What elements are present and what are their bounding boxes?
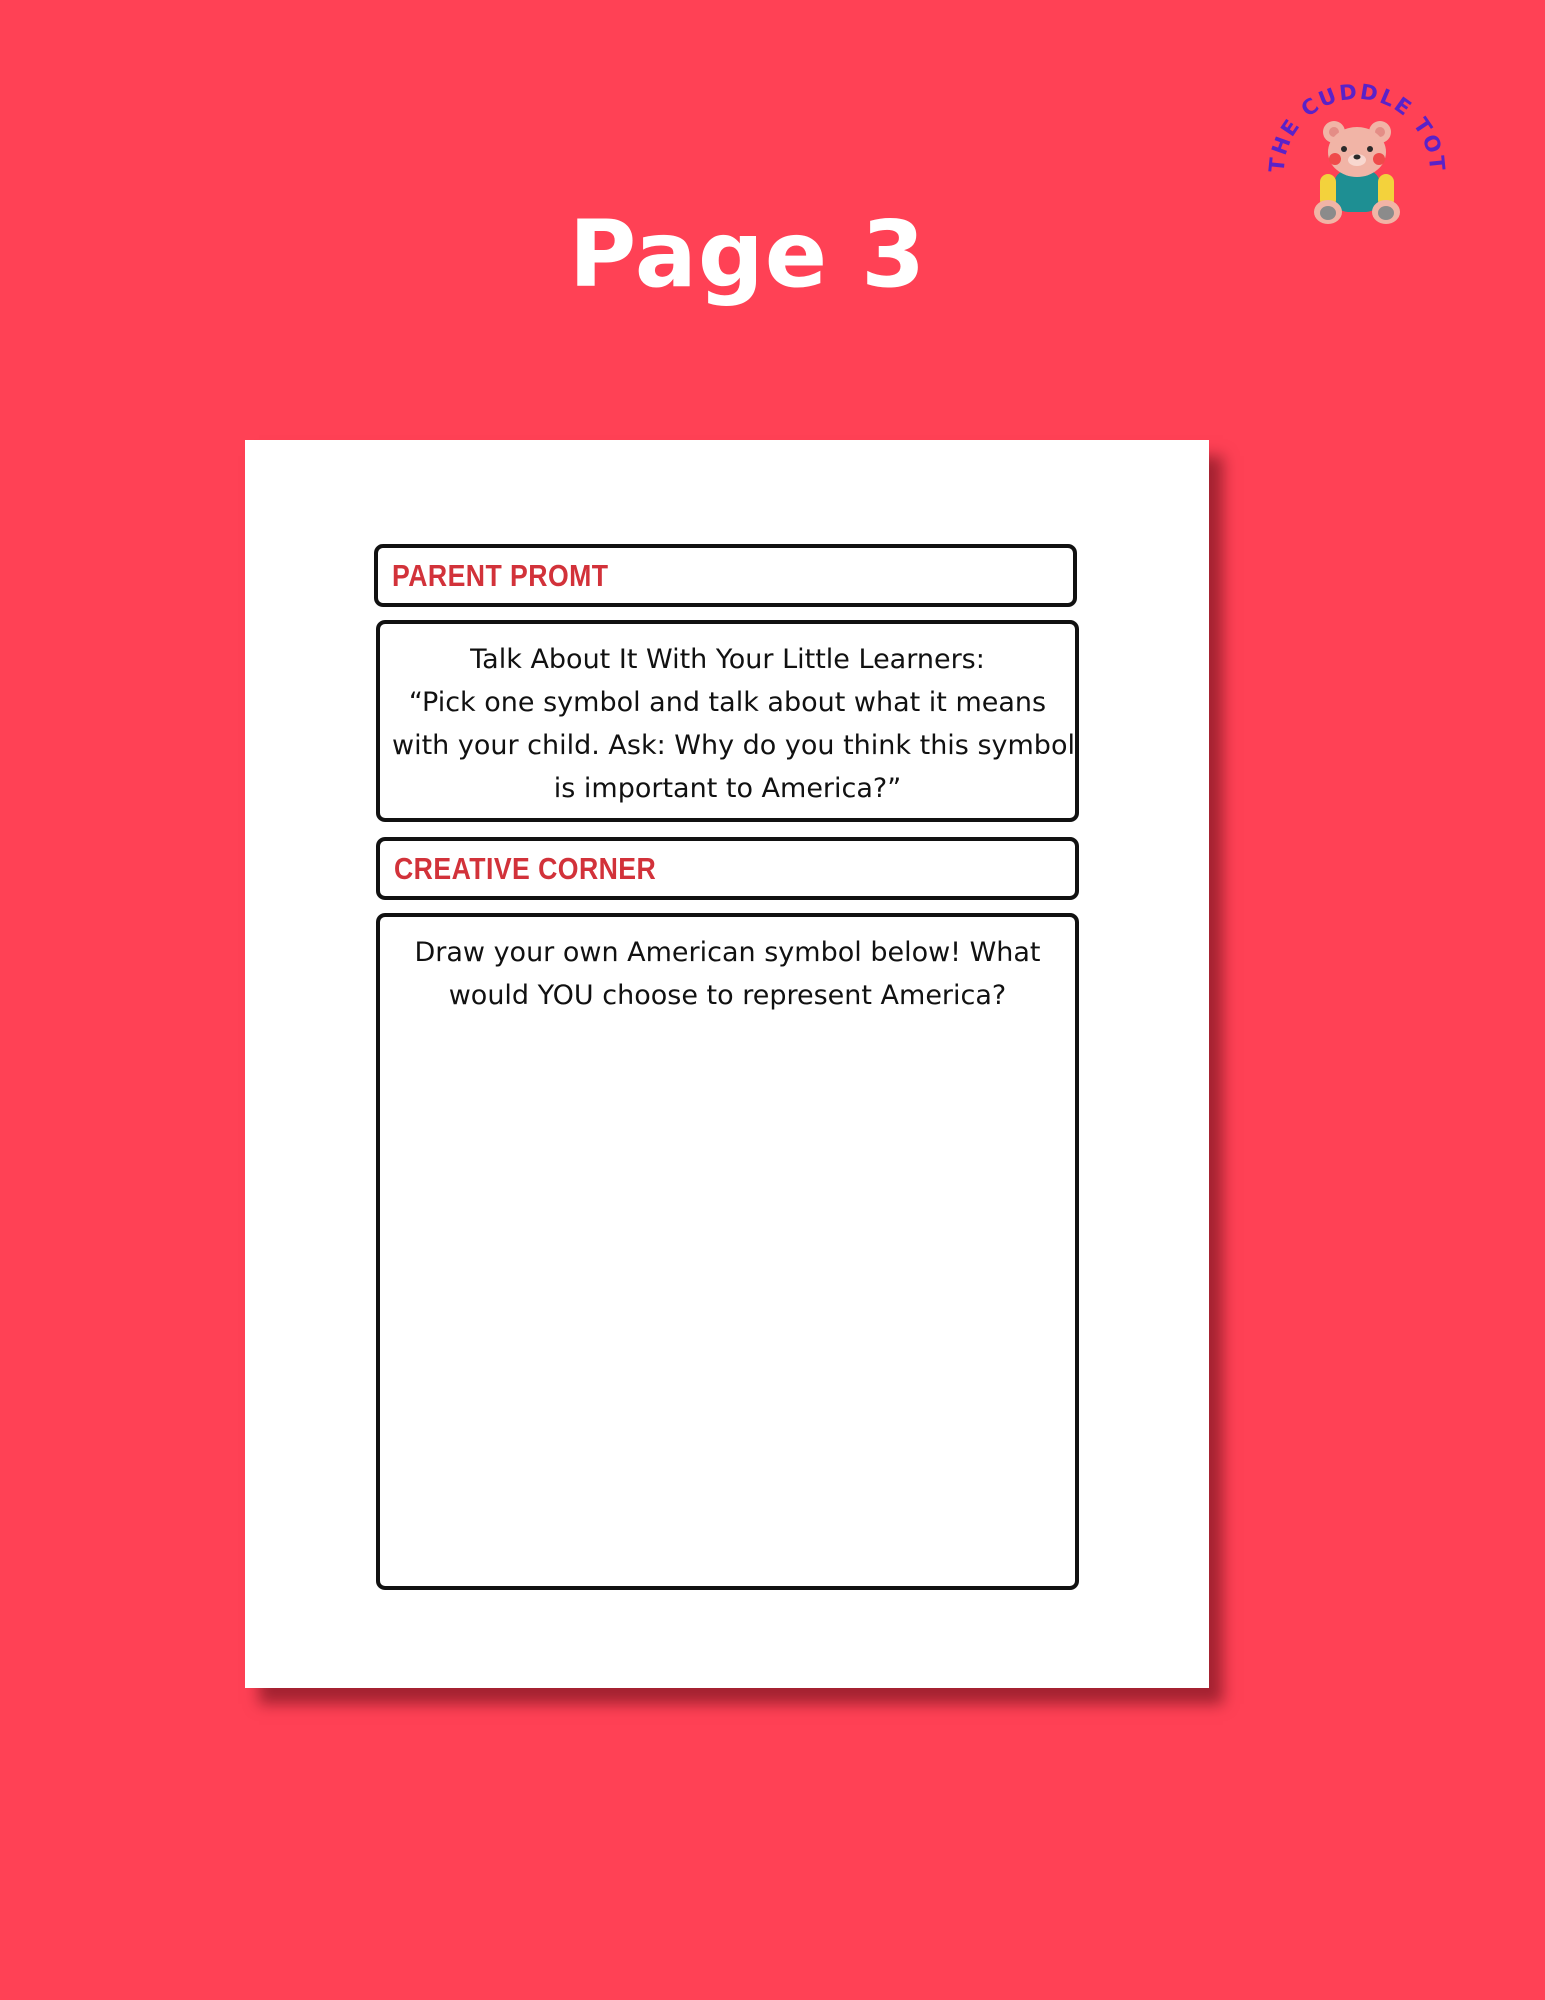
parent-prompt-body-box <box>376 620 1079 822</box>
creative-corner-heading: CREATIVE CORNER <box>394 851 657 886</box>
parent-prompt-header-box <box>374 544 1077 607</box>
creative-corner-header-box <box>376 837 1079 900</box>
brand-logo <box>1262 62 1452 232</box>
creative-corner-text <box>380 917 1075 1017</box>
parent-prompt-heading: PARENT PROMT <box>392 558 609 593</box>
parent-prompt-text <box>380 624 1075 810</box>
creative-corner-line: Draw your own American symbol below! What <box>414 937 1041 968</box>
parent-prompt-line: is important to America?” <box>553 773 902 804</box>
creative-corner-drawing-area[interactable] <box>376 913 1079 1590</box>
parent-prompt-line: Talk About It With Your Little Learners: <box>470 644 985 675</box>
page-title: Page 3 <box>568 201 927 308</box>
parent-prompt-line: with your child. Ask: Why do you think this symbol <box>392 730 1075 761</box>
logo-text: THE CUDDLE TOT <box>1264 79 1450 174</box>
teddy-bear-icon <box>1262 62 1452 232</box>
creative-corner-line: would YOU choose to represent America? <box>448 980 1007 1011</box>
parent-prompt-line: “Pick one symbol and talk about what it means <box>408 687 1047 718</box>
worksheet-page <box>245 440 1209 1688</box>
